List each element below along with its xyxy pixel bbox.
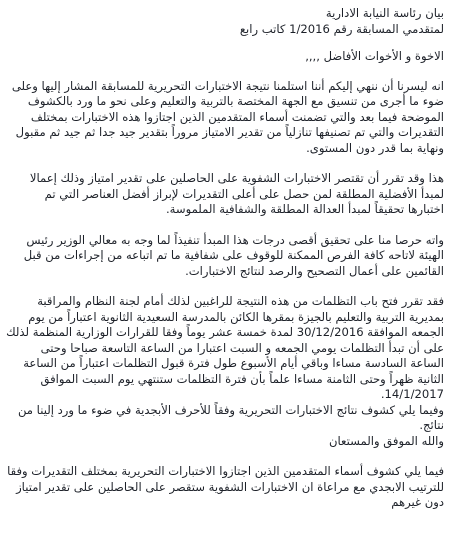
greeting: الاخوة و الأخوات الأفاضل ,,,, bbox=[305, 49, 444, 63]
competition-subtitle: لمتقدمي المسابقة رقم 1/2016 كاتب رابع bbox=[239, 21, 444, 36]
paragraph-grievances: فقد تقرر فتح باب التظلمات من هذه النتيجة للراغبين لذلك أمام لجنة النظام والمراقبة بمديرية التربية والتعليم بالجيزة بمقرها الكائن بالمدرسة السعيدية الثانوية اعتباراً من يوم الجمعه الموافقة 30/12/2016 لمدة خمسة عشر يوماً وفقا للقرارات الوزارية المنظمة لذلك على أن تبدأ التظلمات يومي الجمعه و السبت اعتبارا من الساعة التاسعة صباحا وحتى الساعة السادسة مساءا وباقي أيام الأسبوع طول فترة قبول التظلمات اعتباراً من الساعة الثانية ظهراً وحتى الثامنة مساءا علماً بأن فترة التظلمات ستنتهي يوم السبت الموافق 14/1/2017. bbox=[6, 294, 444, 401]
paragraph-oral-exams: هذا وقد تقرر أن تقتصر الاختبارات الشفوية على الحاصلين على تقدير امتياز وذلك إعمالا لمبدأ الأفضلية المطلقة لمن حصل على أعلى التقديرات لإبراز أفضل العناصر التي تم اختبارها تحقيقاً لمبدأ العدالة المطلقة والشفافية الملموسة. bbox=[29, 171, 444, 216]
document-body bbox=[6, 6, 444, 511]
footer-note: فيما يلي كشوف أسماء المتقدمين الذين اجتازوا الاختبارات التحريرية بمختلف التقديرات وفقا للترتيب الابجدي مع مراعاة ان الاختبارات الشفوية ستقصر على الحاصلين على تقدير امتياز دون غيرهم bbox=[7, 464, 444, 509]
statement-title: بيان رئاسة النيابة الادارية bbox=[325, 6, 444, 20]
paragraph-results-lists: وفيما يلي كشوف نتائج الاختبارات التحريرية وفقاً للأحرف الأبجدية في ضوء ما ورد إلينا من نتائج. bbox=[17, 402, 444, 432]
signoff: والله الموفق والمستعان bbox=[329, 433, 444, 448]
paragraph-transparency: واته حرصا منا على تحقيق أقصى درجات هذا المبدأ تنفيذاً لما وجه به معالي الوزير رئيس الهيئة لاتاحه كافة الفرص الممكنة للوقوف على شفافية ما تم اتباعه من إجراءات من قبل القائمين على أعمال التصحيح والرصد لنتائج الاختبارات. bbox=[23, 232, 444, 278]
paragraph-results-received: انه ليسرنا أن ننهي إليكم أننا استلمنا نتيجة الاختبارات التحريرية للمسابقة المشار إليها وعلى ضوء ما أجرى من تنسيق مع الجهة المختصة بالتربية والتعليم وعلى نحو ما ورد بالكشوف الموضحة فيما بعد والتي تضمنت أسماء المتقدمين الذين اجتازوا هذه الاختبارات بمختلف التقديرات والتي تم تصنيفها تنازلياً من تقدير الامتياز مروراً بتقدير جيد جدا ثم جيد ثم مقبول ونهاية بما قدر دون المستوى. bbox=[11, 78, 444, 155]
